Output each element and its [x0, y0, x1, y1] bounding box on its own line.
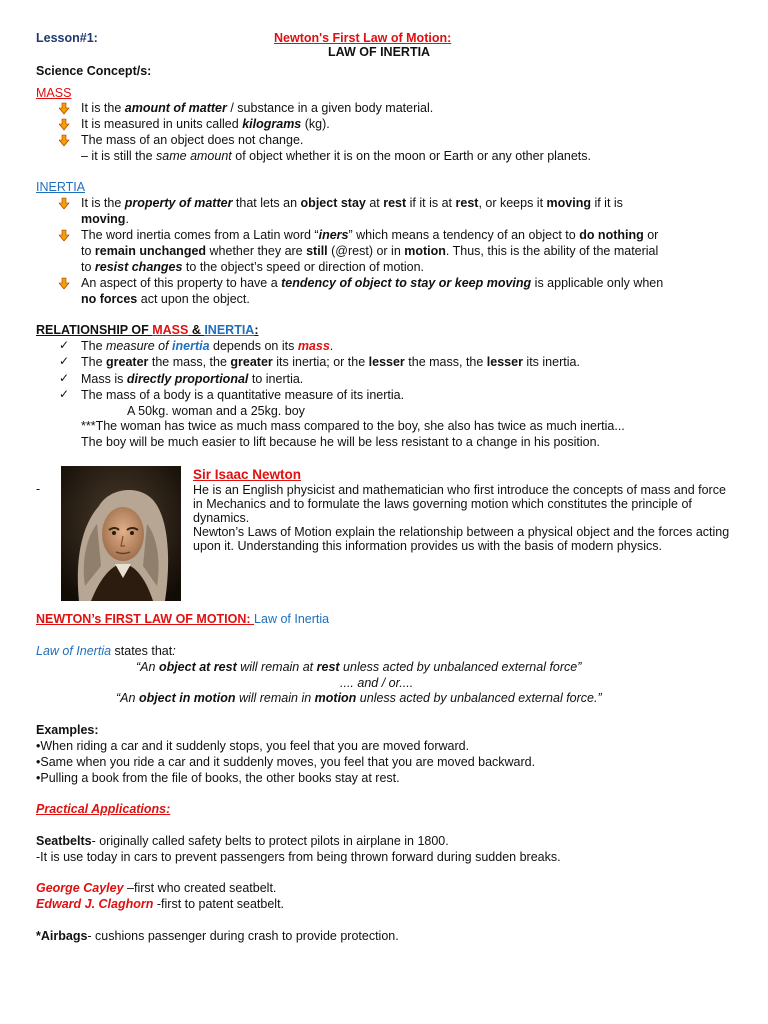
claghorn-line: Edward J. Claghorn -first to patent seatbelt. [36, 897, 285, 911]
newton-paragraph [193, 483, 733, 553]
text-run: It is the [81, 196, 125, 210]
newton-dash: - [36, 482, 41, 496]
text-run: if it is [590, 196, 623, 210]
text-run: the mass, the [148, 355, 231, 369]
mass-bullet-3-cont: – it is still the same amount of object whether it is on the moon or Earth or any other planets. [81, 149, 591, 163]
text-run: whether they are [206, 244, 307, 258]
text-run: or [643, 228, 659, 242]
cayley-line: George Cayley –first who created seatbelt. [36, 881, 277, 895]
text-run: unless acted by unbalanced external force” [339, 660, 582, 674]
text-run: object in motion [138, 691, 236, 705]
relationship-item-3 [81, 372, 303, 387]
text-run: do nothing [579, 228, 644, 242]
checkmark-icon: ✓ [59, 371, 70, 385]
inertia-bullet-3-line-1 [81, 276, 663, 291]
law-and-or: .... and / or.... [340, 676, 414, 690]
text-run: property of matter [124, 196, 233, 210]
text-run: object stay [300, 196, 366, 210]
text-run: lesser [486, 355, 523, 369]
text-run: is applicable only when [531, 276, 664, 290]
text-run: rest [316, 660, 340, 674]
example-item: •Pulling a book from the file of books, the other books stay at rest. [36, 771, 400, 785]
mass-bullet-3: The mass of an object does not change. [81, 133, 304, 147]
first-law-heading: NEWTON’s FIRST LAW OF MOTION: Law of Inertia [36, 612, 330, 626]
text-run: , or keeps it [478, 196, 547, 210]
text-run: greater [230, 355, 273, 369]
mass-bullet-2: It is measured in units called kilograms (kg). [81, 117, 330, 131]
text-run: The word inertia comes from a Latin word “ [81, 228, 319, 242]
arrow-bullet-icon [59, 118, 71, 132]
inertia-bullet-2-line-1 [81, 228, 658, 243]
text-run: rest [455, 196, 479, 210]
text-run: to inertia. [248, 372, 304, 386]
example-item: •When riding a car and it suddenly stops, you feel that you are moved forward. [36, 739, 470, 753]
law-quote-motion [116, 691, 602, 706]
text-run: still [306, 244, 328, 258]
text-run: iners [318, 228, 349, 242]
checkmark-icon: ✓ [59, 338, 70, 352]
text-run: “An [116, 691, 139, 705]
text-run: will remain in [235, 691, 315, 705]
airbags-line: *Airbags- cushions passenger during crash to provide protection. [36, 929, 399, 943]
relationship-note-2: The boy will be much easier to lift because he will be less resistant to a change in his position. [81, 435, 601, 449]
inertia-bullet-1-line-1 [81, 196, 623, 211]
example-item: •Same when you ride a car and it suddenly moves, you feel that you are moved backward. [36, 755, 536, 769]
text-run: inertia [172, 339, 210, 353]
text-run: no forces [81, 292, 138, 306]
text-run: . [329, 339, 334, 353]
inertia-bullet-2-line-2 [81, 244, 658, 259]
text-run: (@rest) or in [327, 244, 405, 258]
text-run: remain unchanged [94, 244, 207, 258]
mass-heading: MASS [36, 86, 72, 100]
relationship-item-2 [81, 355, 580, 370]
applications-heading: Practical Applications: [36, 802, 171, 816]
checkmark-icon: ✓ [59, 354, 70, 368]
text-run: if it is at [406, 196, 456, 210]
text-run: ” which means a tendency of an object to [348, 228, 580, 242]
relationship-note-1: ***The woman has twice as much mass compared to the boy, she also has twice as much inertia... [81, 419, 625, 433]
examples-heading: Examples: [36, 723, 99, 737]
lesson-title: Newton's First Law of Motion: [274, 31, 452, 45]
text-run: to the object’s speed or direction of motion. [182, 260, 425, 274]
text-run: the mass, the [404, 355, 487, 369]
arrow-bullet-icon [59, 229, 71, 243]
arrow-bullet-icon [59, 197, 71, 211]
law-quote-rest [136, 660, 581, 675]
relationship-item-4: The mass of a body is a quantitative measure of its inertia. [81, 388, 405, 402]
text-run: The [81, 339, 107, 353]
text-run: motion [404, 244, 446, 258]
arrow-bullet-icon [59, 134, 71, 148]
newton-portrait-image [61, 466, 181, 601]
text-run: Mass is [81, 372, 127, 386]
relationship-heading: RELATIONSHIP OF MASS & INERTIA: [36, 323, 259, 337]
newton-name: Sir Isaac Newton [193, 467, 302, 482]
inertia-heading: INERTIA [36, 180, 86, 194]
text-run: An aspect of this property to have a [81, 276, 282, 290]
mass-bullet-1: It is the amount of matter / substance in a given body material. [81, 101, 434, 115]
text-run: greater [106, 355, 149, 369]
text-run: measure of [106, 339, 173, 353]
text-run: object at rest [158, 660, 237, 674]
text-run: to [81, 260, 95, 274]
science-concepts-label: Science Concept/s: [36, 64, 152, 78]
arrow-bullet-icon [59, 277, 71, 291]
text-run: unless acted by unbalanced external force.” [356, 691, 602, 705]
text-run: its inertia. [522, 355, 580, 369]
seatbelts-use-line: -It is use today in cars to prevent passengers from being thrown forward during sudden breaks. [36, 850, 561, 864]
text-run: that lets an [232, 196, 301, 210]
arrow-bullet-icon [59, 102, 71, 116]
text-run: moving [546, 196, 591, 210]
newton-laws-description: Newton’s Laws of Motion explain the relationship between a physical object and the forces acting upon it. Understanding this information provides us with the basis of modern physics. [193, 525, 730, 553]
text-run: to [81, 244, 95, 258]
newton-description: He is an English physicist and mathematician who first introduce the concepts of mass and force in Mechanics and to formulate the laws governing motion which constitutes the principle of dynamics. [193, 483, 726, 525]
relationship-item-1 [81, 339, 333, 354]
inertia-bullet-2-line-3 [81, 260, 424, 275]
inertia-bullet-1-line-2: moving. [81, 212, 129, 226]
law-states-line: Law of Inertia states that: [36, 644, 176, 658]
text-run: will remain at [236, 660, 317, 674]
text-run: The [81, 355, 107, 369]
text-run: directly proportional [126, 372, 249, 386]
inertia-bullet-3-line-2 [81, 292, 250, 307]
text-run: mass [297, 339, 330, 353]
text-run: at [365, 196, 384, 210]
lesson-label: Lesson#1: [36, 31, 98, 45]
lesson-subtitle: LAW OF INERTIA [328, 45, 431, 59]
seatbelts-line: Seatbelts- originally called safety belts to protect pilots in airplane in 1800. [36, 834, 449, 848]
text-run: depends on its [209, 339, 298, 353]
text-run: motion [314, 691, 357, 705]
text-run: . Thus, this is the ability of the material [445, 244, 659, 258]
text-run: its inertia; or the [272, 355, 369, 369]
text-run: lesser [368, 355, 405, 369]
text-run: “An [136, 660, 159, 674]
text-run: tendency of object to stay or keep moving [281, 276, 532, 290]
text-run: rest [383, 196, 407, 210]
relationship-example: A 50kg. woman and a 25kg. boy [127, 404, 305, 418]
text-run: resist changes [94, 260, 183, 274]
checkmark-icon: ✓ [59, 387, 70, 401]
text-run: act upon the object. [137, 292, 250, 306]
